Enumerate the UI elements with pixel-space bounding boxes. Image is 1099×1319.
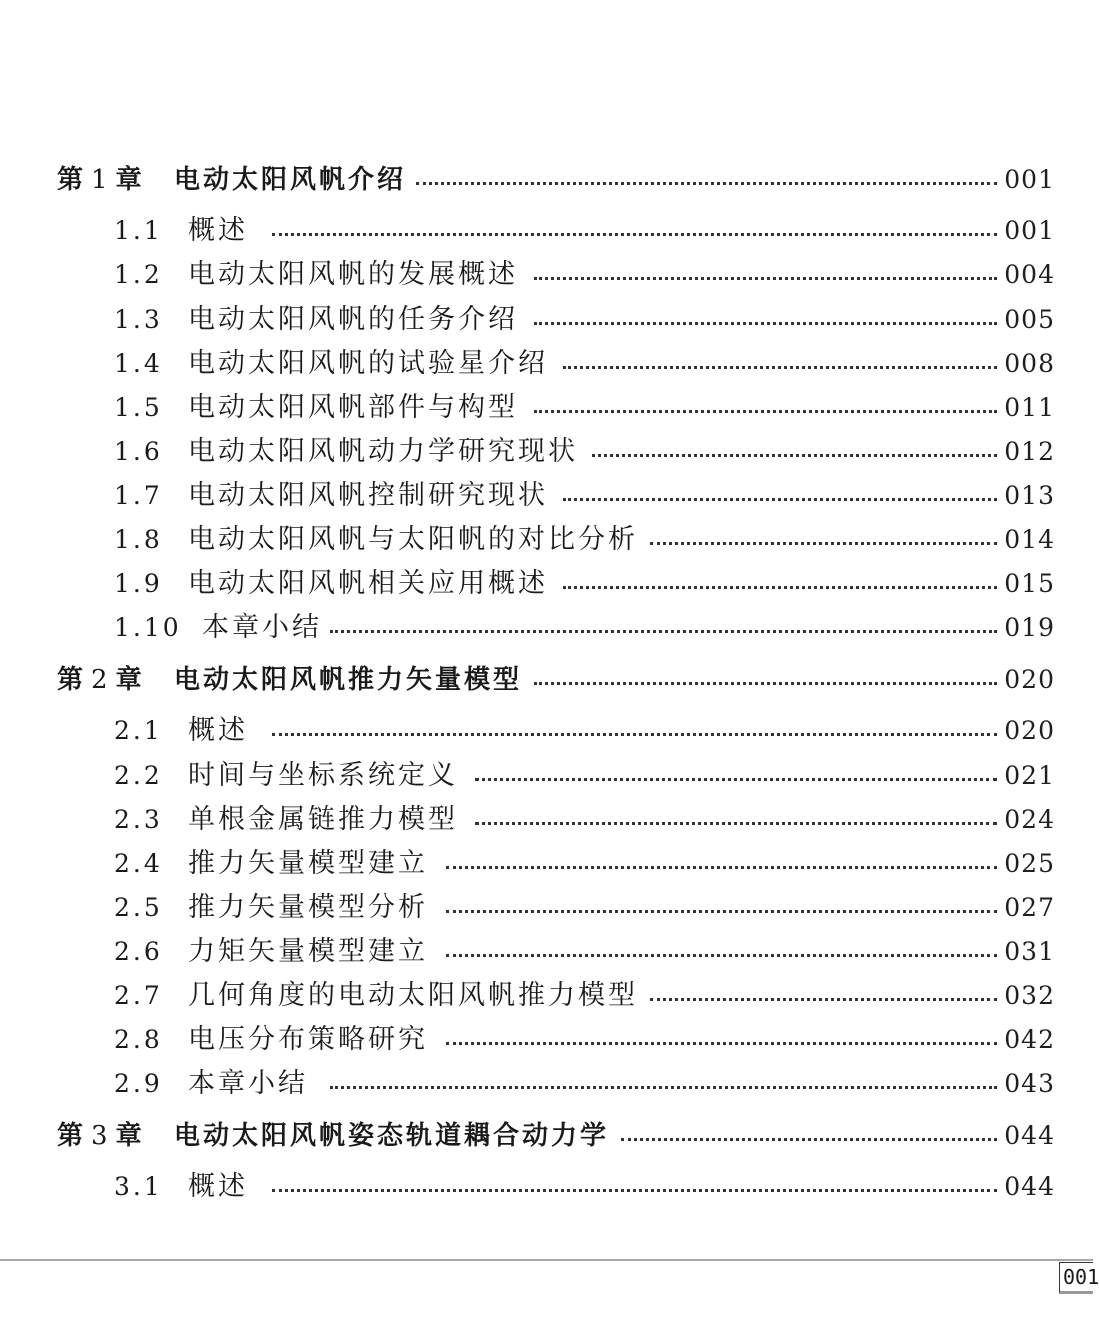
toc-section-entry[interactable] [0,476,1093,516]
toc-section-entry[interactable] [0,432,1093,472]
dot-leader [475,778,997,781]
page-ref: 013 [1004,481,1055,510]
toc-section-entry[interactable] [0,711,1093,751]
section-number: 1.6 [114,437,163,466]
section-number: 2.3 [114,805,163,834]
toc-section-entry[interactable] [0,520,1093,560]
dot-leader [621,1138,997,1141]
page-ref: 001 [1004,216,1055,245]
chapter-digit: 3 [91,1121,108,1151]
section-title: 推力矢量模型建立 [188,848,428,879]
page-ref: 044 [1004,1121,1055,1150]
page-ref: 031 [1004,937,1055,966]
page-ref: 021 [1004,761,1055,790]
section-title: 概述 [188,215,248,246]
page-ref: 004 [1004,260,1055,289]
section-number: 1.1 [114,216,163,245]
chapter-suffix: 章 [115,665,142,695]
page-number: 001 [1059,1262,1093,1294]
section-title: 电动太阳风帆控制研究现状 [188,480,548,511]
page-ref: 001 [1004,165,1055,194]
toc-section-entry[interactable] [0,300,1093,340]
chapter-title: 电动太阳风帆姿态轨道耦合动力学 [174,1121,610,1151]
page-ref: 012 [1004,437,1055,466]
dot-leader [446,910,997,913]
section-number: 1.9 [114,569,163,598]
chapter-digit: 1 [91,165,108,195]
dot-leader [534,410,997,413]
section-title: 电动太阳风帆相关应用概述 [188,568,548,599]
section-title: 时间与坐标系统定义 [188,760,458,791]
toc-chapter-entry[interactable] [0,160,1093,200]
dot-leader [563,366,997,369]
section-number: 2.5 [114,893,163,922]
section-title: 电动太阳风帆部件与构型 [188,392,518,423]
page-ref: 020 [1004,716,1055,745]
page-ref: 044 [1004,1172,1055,1201]
dot-leader [416,182,997,185]
dot-leader [446,1042,997,1045]
section-title: 几何角度的电动太阳风帆推力模型 [188,980,638,1011]
section-title: 电动太阳风帆与太阳帆的对比分析 [188,524,638,555]
chapter-suffix: 章 [115,1121,142,1151]
toc-section-entry[interactable] [0,1020,1093,1060]
chapter-number [57,660,142,700]
section-number: 1.5 [114,393,163,422]
chapter-title: 电动太阳风帆推力矢量模型 [174,665,523,695]
dot-leader [330,1086,997,1089]
dot-leader [650,542,997,545]
toc-section-entry[interactable] [0,932,1093,972]
toc-section-entry[interactable] [0,255,1093,295]
dot-leader [272,733,997,736]
dot-leader [534,322,997,325]
dot-leader [534,682,997,685]
toc-section-entry[interactable] [0,344,1093,384]
section-title: 本章小结 [202,612,322,643]
chapter-number [57,1116,142,1156]
toc-section-entry[interactable] [0,388,1093,428]
section-title: 电动太阳风帆的任务介绍 [188,304,518,335]
page-ref: 043 [1004,1069,1055,1098]
page-ref: 011 [1004,393,1055,422]
section-number: 2.9 [114,1069,163,1098]
dot-leader [650,998,997,1001]
section-number: 1.7 [114,481,163,510]
section-title: 概述 [188,715,248,746]
dot-leader [563,498,997,501]
chapter-prefix: 第 [57,1121,84,1151]
chapter-number [57,160,142,200]
section-title: 电动太阳风帆动力学研究现状 [188,436,578,467]
section-title: 本章小结 [188,1068,308,1099]
page-ref: 042 [1004,1025,1055,1054]
section-title: 电动太阳风帆的发展概述 [188,259,518,290]
dot-leader [475,822,997,825]
section-number: 2.1 [114,716,163,745]
toc-section-entry[interactable] [0,564,1093,604]
section-number: 1.10 [114,613,182,642]
toc-chapter-entry[interactable] [0,1116,1093,1156]
section-number: 3.1 [114,1172,163,1201]
section-number: 2.4 [114,849,163,878]
section-number: 2.7 [114,981,163,1010]
dot-leader [272,1189,997,1192]
dot-leader [446,954,997,957]
toc-section-entry[interactable] [0,756,1093,796]
page-ref: 025 [1004,849,1055,878]
section-number: 1.4 [114,349,163,378]
chapter-title: 电动太阳风帆介绍 [174,165,407,195]
dot-leader [272,233,997,236]
section-number: 2.2 [114,761,163,790]
dot-leader [592,454,997,457]
toc-section-entry[interactable] [0,888,1093,928]
dot-leader [563,586,997,589]
section-number: 2.6 [114,937,163,966]
dot-leader [446,866,997,869]
toc-section-entry[interactable] [0,844,1093,884]
chapter-suffix: 章 [115,165,142,195]
page-ref: 014 [1004,525,1055,554]
section-number: 1.3 [114,305,163,334]
section-title: 电动太阳风帆的试验星介绍 [188,348,548,379]
page-ref: 032 [1004,981,1055,1010]
toc-section-entry[interactable] [0,211,1093,251]
toc-section-entry[interactable] [0,976,1093,1016]
section-number: 1.2 [114,260,163,289]
footer-rule [0,1259,1093,1261]
section-title: 推力矢量模型分析 [188,892,428,923]
section-title: 概述 [188,1171,248,1202]
section-title: 力矩矢量模型建立 [188,936,428,967]
section-number: 1.8 [114,525,163,554]
toc-section-entry[interactable] [0,1167,1093,1207]
toc-chapter-entry[interactable] [0,660,1093,700]
page-ref: 015 [1004,569,1055,598]
section-title: 单根金属链推力模型 [188,804,458,835]
section-number: 2.8 [114,1025,163,1054]
dot-leader [330,630,997,633]
chapter-prefix: 第 [57,665,84,695]
toc-section-entry[interactable] [0,608,1093,648]
toc-section-entry[interactable] [0,800,1093,840]
chapter-digit: 2 [91,665,108,695]
page-ref: 005 [1004,305,1055,334]
toc-section-entry[interactable] [0,1064,1093,1104]
page-ref: 008 [1004,349,1055,378]
page-ref: 020 [1004,665,1055,694]
section-title: 电压分布策略研究 [188,1024,428,1055]
dot-leader [534,277,997,280]
chapter-prefix: 第 [57,165,84,195]
page-ref: 019 [1004,613,1055,642]
page-ref: 027 [1004,893,1055,922]
page-ref: 024 [1004,805,1055,834]
